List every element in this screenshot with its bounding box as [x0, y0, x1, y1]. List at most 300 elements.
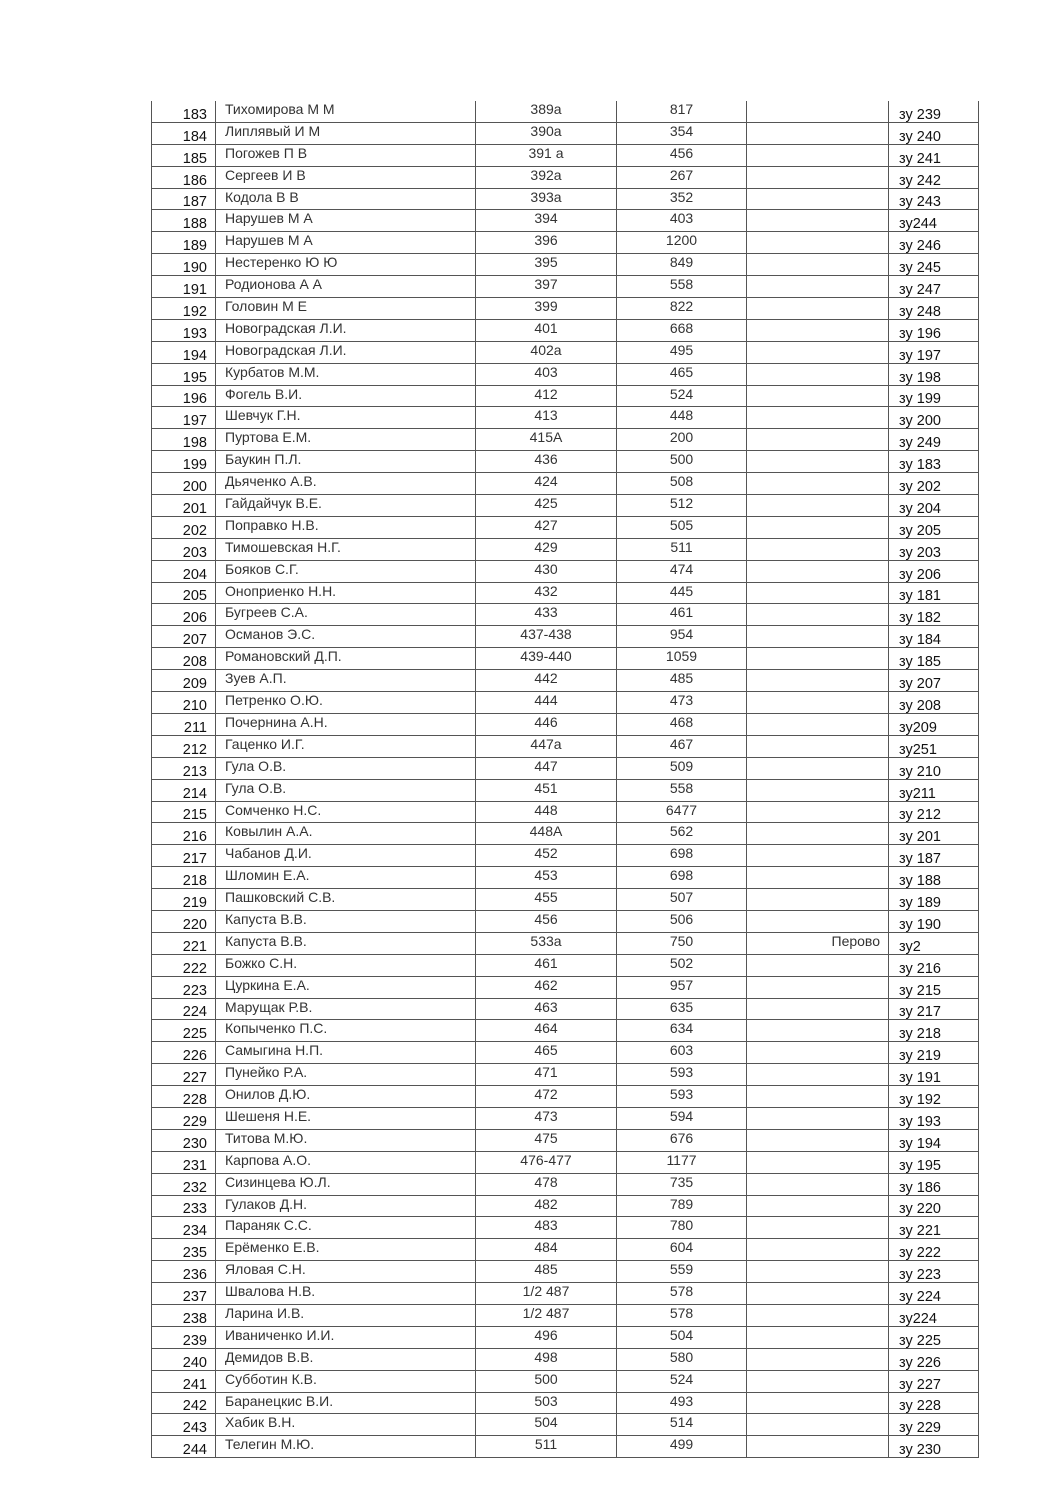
plot-number-cell: 463 [476, 998, 617, 1020]
table-row [152, 910, 979, 932]
location-cell [747, 779, 889, 801]
plot-number-cell: 399 [476, 298, 617, 320]
plot-number-cell: 464 [476, 1020, 617, 1042]
plot-number-cell: 504 [476, 1414, 617, 1436]
table-row [152, 1261, 979, 1283]
table-row [152, 166, 979, 188]
plot-number-cell: 485 [476, 1261, 617, 1283]
location-cell [747, 495, 889, 517]
table-row [152, 845, 979, 867]
land-plot-id-cell: зу 246 [889, 232, 979, 254]
table-row [152, 1173, 979, 1195]
owner-name-cell: Капуста В.В. [216, 910, 476, 932]
owner-name-cell: Сизинцева Ю.Л. [216, 1173, 476, 1195]
owner-name-cell: Марущак Р.В. [216, 998, 476, 1020]
location-cell [747, 1086, 889, 1108]
area-cell: 456 [617, 144, 747, 166]
plot-number-cell: 465 [476, 1042, 617, 1064]
table-row [152, 823, 979, 845]
area-cell: 668 [617, 319, 747, 341]
owner-name-cell: Петренко О.Ю. [216, 692, 476, 714]
table-row [152, 1195, 979, 1217]
location-cell [747, 1239, 889, 1261]
location-cell [747, 538, 889, 560]
table-row [152, 188, 979, 210]
location-cell [747, 188, 889, 210]
owner-name-cell: Демидов В.В. [216, 1348, 476, 1370]
row-number-cell: 227 [152, 1064, 216, 1086]
location-cell [747, 648, 889, 670]
row-number-cell: 209 [152, 670, 216, 692]
area-cell: 506 [617, 910, 747, 932]
location-cell [747, 1195, 889, 1217]
row-number-cell: 214 [152, 779, 216, 801]
plot-number-cell: 412 [476, 385, 617, 407]
table-row [152, 1151, 979, 1173]
location-cell [747, 341, 889, 363]
plot-number-cell: 452 [476, 845, 617, 867]
location-cell [747, 451, 889, 473]
owner-name-cell: Сергеев И В [216, 166, 476, 188]
land-plot-id-cell: зу 230 [889, 1436, 979, 1458]
plot-number-cell: 447а [476, 735, 617, 757]
table-row [152, 1414, 979, 1436]
owner-name-cell: Фогель В.И. [216, 385, 476, 407]
row-number-cell: 189 [152, 232, 216, 254]
land-plot-id-cell: зу2 [889, 932, 979, 954]
table-row [152, 1283, 979, 1305]
owner-name-cell: Сомченко Н.С. [216, 801, 476, 823]
owner-name-cell: Новоградская Л.И. [216, 341, 476, 363]
land-plot-id-cell: зу 186 [889, 1173, 979, 1195]
table-row [152, 757, 979, 779]
plot-number-cell: 451 [476, 779, 617, 801]
plot-number-cell: 462 [476, 976, 617, 998]
location-cell [747, 210, 889, 232]
plot-number-cell: 394 [476, 210, 617, 232]
plot-number-cell: 533а [476, 932, 617, 954]
row-number-cell: 228 [152, 1086, 216, 1108]
owner-name-cell: Чабанов Д.И. [216, 845, 476, 867]
owner-name-cell: Телегин М.Ю. [216, 1436, 476, 1458]
plot-number-cell: 448А [476, 823, 617, 845]
owner-name-cell: Цуркина Е.А. [216, 976, 476, 998]
area-cell: 698 [617, 845, 747, 867]
table-row [152, 1217, 979, 1239]
owner-name-cell: Хабик В.Н. [216, 1414, 476, 1436]
location-cell [747, 385, 889, 407]
row-number-cell: 212 [152, 735, 216, 757]
area-cell: 465 [617, 363, 747, 385]
plot-number-cell: 447 [476, 757, 617, 779]
plot-number-cell: 473 [476, 1107, 617, 1129]
land-plot-id-cell: зу 249 [889, 429, 979, 451]
area-cell: 461 [617, 604, 747, 626]
location-cell [747, 101, 889, 122]
plot-number-cell: 391 а [476, 144, 617, 166]
row-number-cell: 243 [152, 1414, 216, 1436]
land-plot-id-cell: зу 184 [889, 626, 979, 648]
area-cell: 789 [617, 1195, 747, 1217]
area-cell: 352 [617, 188, 747, 210]
area-cell: 603 [617, 1042, 747, 1064]
location-cell [747, 626, 889, 648]
row-number-cell: 196 [152, 385, 216, 407]
location-cell: Перово [747, 932, 889, 954]
land-plot-id-cell: зу 241 [889, 144, 979, 166]
table-row [152, 713, 979, 735]
land-plot-id-cell: зу 192 [889, 1086, 979, 1108]
area-cell: 505 [617, 516, 747, 538]
land-plot-id-cell: зу 182 [889, 604, 979, 626]
location-cell [747, 473, 889, 495]
location-cell [747, 1436, 889, 1458]
plot-number-cell: 427 [476, 516, 617, 538]
land-plot-id-cell: зу209 [889, 713, 979, 735]
location-cell [747, 122, 889, 144]
area-cell: 448 [617, 407, 747, 429]
owner-name-cell: Пунейко Р.А. [216, 1064, 476, 1086]
area-cell: 500 [617, 451, 747, 473]
location-cell [747, 1217, 889, 1239]
owner-name-cell: Ковылин А.А. [216, 823, 476, 845]
land-plot-id-cell: зу 190 [889, 910, 979, 932]
plot-number-cell: 471 [476, 1064, 617, 1086]
row-number-cell: 204 [152, 560, 216, 582]
plot-number-cell: 453 [476, 867, 617, 889]
land-plot-id-cell: зу 221 [889, 1217, 979, 1239]
owner-name-cell: Гула О.В. [216, 779, 476, 801]
land-plot-id-cell: зу 205 [889, 516, 979, 538]
location-cell [747, 976, 889, 998]
land-plot-id-cell: зу 207 [889, 670, 979, 692]
plot-number-cell: 437-438 [476, 626, 617, 648]
row-number-cell: 201 [152, 495, 216, 517]
row-number-cell: 211 [152, 713, 216, 735]
table-row [152, 473, 979, 495]
area-cell: 1200 [617, 232, 747, 254]
land-plot-id-cell: зу 188 [889, 867, 979, 889]
location-cell [747, 1107, 889, 1129]
area-cell: 495 [617, 341, 747, 363]
table-row [152, 276, 979, 298]
area-cell: 467 [617, 735, 747, 757]
owner-name-cell: Нестеренко Ю Ю [216, 254, 476, 276]
location-cell [747, 1064, 889, 1086]
land-plot-id-cell: зу 248 [889, 298, 979, 320]
land-plot-id-cell: зу 200 [889, 407, 979, 429]
land-plot-id-cell: зу 223 [889, 1261, 979, 1283]
area-cell: 580 [617, 1348, 747, 1370]
land-plot-id-cell: зу 226 [889, 1348, 979, 1370]
location-cell [747, 429, 889, 451]
area-cell: 578 [617, 1304, 747, 1326]
area-cell: 634 [617, 1020, 747, 1042]
area-cell: 559 [617, 1261, 747, 1283]
plot-number-cell: 511 [476, 1436, 617, 1458]
land-plot-id-cell: зу 183 [889, 451, 979, 473]
area-cell: 954 [617, 626, 747, 648]
row-number-cell: 186 [152, 166, 216, 188]
area-cell: 445 [617, 582, 747, 604]
owner-name-cell: Почернина А.Н. [216, 713, 476, 735]
land-plot-id-cell: зу 224 [889, 1283, 979, 1305]
area-cell: 822 [617, 298, 747, 320]
location-cell [747, 757, 889, 779]
row-number-cell: 210 [152, 692, 216, 714]
row-number-cell: 218 [152, 867, 216, 889]
row-number-cell: 188 [152, 210, 216, 232]
row-number-cell: 194 [152, 341, 216, 363]
plot-number-cell: 500 [476, 1370, 617, 1392]
plot-number-cell: 415А [476, 429, 617, 451]
owner-name-cell: Гайдайчук В.Е. [216, 495, 476, 517]
table-row [152, 298, 979, 320]
land-plot-id-cell: зу 229 [889, 1414, 979, 1436]
owner-name-cell: Романовский Д.П. [216, 648, 476, 670]
land-plot-id-cell: зу 225 [889, 1326, 979, 1348]
row-number-cell: 195 [152, 363, 216, 385]
land-plot-id-cell: зу 216 [889, 954, 979, 976]
land-plot-id-cell: зу 198 [889, 363, 979, 385]
table-row [152, 954, 979, 976]
area-cell: 849 [617, 254, 747, 276]
table-body [152, 101, 979, 1458]
owner-name-cell: Иваниченко И.И. [216, 1326, 476, 1348]
owner-name-cell: Родионова А А [216, 276, 476, 298]
area-cell: 698 [617, 867, 747, 889]
owner-name-cell: Оноприенко Н.Н. [216, 582, 476, 604]
row-number-cell: 238 [152, 1304, 216, 1326]
land-plot-id-cell: зу224 [889, 1304, 979, 1326]
land-plot-id-cell: зу 242 [889, 166, 979, 188]
row-number-cell: 216 [152, 823, 216, 845]
owner-name-cell: Липлявый И М [216, 122, 476, 144]
row-number-cell: 183 [152, 101, 216, 122]
table-row [152, 626, 979, 648]
area-cell: 558 [617, 276, 747, 298]
table-row [152, 1239, 979, 1261]
plot-number-cell: 436 [476, 451, 617, 473]
area-cell: 504 [617, 1326, 747, 1348]
location-cell [747, 1042, 889, 1064]
row-number-cell: 203 [152, 538, 216, 560]
land-plot-id-cell: зу244 [889, 210, 979, 232]
plot-number-cell: 432 [476, 582, 617, 604]
row-number-cell: 234 [152, 1217, 216, 1239]
row-number-cell: 221 [152, 932, 216, 954]
land-plot-id-cell: зу 227 [889, 1370, 979, 1392]
area-cell: 354 [617, 122, 747, 144]
plot-number-cell: 461 [476, 954, 617, 976]
area-cell: 593 [617, 1086, 747, 1108]
location-cell [747, 516, 889, 538]
area-cell: 1177 [617, 1151, 747, 1173]
row-number-cell: 233 [152, 1195, 216, 1217]
land-plot-id-cell: зу 181 [889, 582, 979, 604]
plot-number-cell: 424 [476, 473, 617, 495]
location-cell [747, 1392, 889, 1414]
plot-number-cell: 446 [476, 713, 617, 735]
land-plot-id-cell: зу 222 [889, 1239, 979, 1261]
row-number-cell: 207 [152, 626, 216, 648]
table-row [152, 1107, 979, 1129]
row-number-cell: 236 [152, 1261, 216, 1283]
table-row [152, 254, 979, 276]
area-cell: 750 [617, 932, 747, 954]
area-cell: 485 [617, 670, 747, 692]
owner-name-cell: Гула О.В. [216, 757, 476, 779]
land-plot-id-cell: зу 201 [889, 823, 979, 845]
land-plot-id-cell: зу 194 [889, 1129, 979, 1151]
plot-number-cell: 1/2 487 [476, 1283, 617, 1305]
land-plot-id-cell: зу 206 [889, 560, 979, 582]
owner-name-cell: Ерёменко Е.В. [216, 1239, 476, 1261]
plot-number-cell: 476-477 [476, 1151, 617, 1173]
location-cell [747, 604, 889, 626]
table-row [152, 1020, 979, 1042]
table-row [152, 1064, 979, 1086]
land-plot-id-cell: зу 185 [889, 648, 979, 670]
location-cell [747, 1151, 889, 1173]
land-plot-id-cell: зу 218 [889, 1020, 979, 1042]
row-number-cell: 191 [152, 276, 216, 298]
row-number-cell: 213 [152, 757, 216, 779]
plot-owners-table [151, 101, 979, 1458]
plot-number-cell: 439-440 [476, 648, 617, 670]
location-cell [747, 298, 889, 320]
row-number-cell: 225 [152, 1020, 216, 1042]
owner-name-cell: Швалова Н.В. [216, 1283, 476, 1305]
table-row [152, 692, 979, 714]
location-cell [747, 954, 889, 976]
location-cell [747, 1414, 889, 1436]
row-number-cell: 226 [152, 1042, 216, 1064]
plot-number-cell: 433 [476, 604, 617, 626]
area-cell: 1059 [617, 648, 747, 670]
plot-number-cell: 484 [476, 1239, 617, 1261]
row-number-cell: 205 [152, 582, 216, 604]
table-row [152, 429, 979, 451]
table-row [152, 363, 979, 385]
land-plot-id-cell: зу 204 [889, 495, 979, 517]
location-cell [747, 845, 889, 867]
row-number-cell: 240 [152, 1348, 216, 1370]
area-cell: 817 [617, 101, 747, 122]
table-row [152, 801, 979, 823]
area-cell: 403 [617, 210, 747, 232]
owner-name-cell: Зуев А.П. [216, 670, 476, 692]
area-cell: 593 [617, 1064, 747, 1086]
row-number-cell: 190 [152, 254, 216, 276]
land-plot-id-cell: зу 197 [889, 341, 979, 363]
land-plot-id-cell: зу 193 [889, 1107, 979, 1129]
row-number-cell: 224 [152, 998, 216, 1020]
land-plot-id-cell: зу 215 [889, 976, 979, 998]
plot-number-cell: 389а [476, 101, 617, 122]
location-cell [747, 232, 889, 254]
row-number-cell: 219 [152, 889, 216, 911]
area-cell: 493 [617, 1392, 747, 1414]
owner-name-cell: Тимошевская Н.Г. [216, 538, 476, 560]
owner-name-cell: Яловая С.Н. [216, 1261, 476, 1283]
location-cell [747, 692, 889, 714]
location-cell [747, 801, 889, 823]
owner-name-cell: Погожев П В [216, 144, 476, 166]
location-cell [747, 144, 889, 166]
area-cell: 509 [617, 757, 747, 779]
land-plot-id-cell: зу 228 [889, 1392, 979, 1414]
owner-name-cell: Османов Э.С. [216, 626, 476, 648]
location-cell [747, 713, 889, 735]
row-number-cell: 198 [152, 429, 216, 451]
row-number-cell: 184 [152, 122, 216, 144]
land-plot-id-cell: зу 240 [889, 122, 979, 144]
table-row [152, 976, 979, 998]
owner-name-cell: Онилов Д.Ю. [216, 1086, 476, 1108]
location-cell [747, 735, 889, 757]
table-row [152, 735, 979, 757]
location-cell [747, 1326, 889, 1348]
land-plot-id-cell: зу 212 [889, 801, 979, 823]
owner-name-cell: Новоградская Л.И. [216, 319, 476, 341]
owner-name-cell: Поправко Н.В. [216, 516, 476, 538]
table-row [152, 341, 979, 363]
location-cell [747, 1348, 889, 1370]
location-cell [747, 910, 889, 932]
area-cell: 524 [617, 385, 747, 407]
table-row [152, 144, 979, 166]
owner-name-cell: Пуртова Е.М. [216, 429, 476, 451]
area-cell: 780 [617, 1217, 747, 1239]
area-cell: 502 [617, 954, 747, 976]
plot-number-cell: 390а [476, 122, 617, 144]
owner-name-cell: Пашковский С.В. [216, 889, 476, 911]
land-plot-id-cell: зу 245 [889, 254, 979, 276]
owner-name-cell: Головин М Е [216, 298, 476, 320]
plot-number-cell: 496 [476, 1326, 617, 1348]
owner-name-cell: Шломин Е.А. [216, 867, 476, 889]
plot-number-cell: 396 [476, 232, 617, 254]
table-row [152, 122, 979, 144]
row-number-cell: 223 [152, 976, 216, 998]
land-plot-id-cell: зу 196 [889, 319, 979, 341]
owner-name-cell: Бояков С.Г. [216, 560, 476, 582]
row-number-cell: 232 [152, 1173, 216, 1195]
table-row [152, 1086, 979, 1108]
land-plot-id-cell: зу 208 [889, 692, 979, 714]
area-cell: 514 [617, 1414, 747, 1436]
location-cell [747, 363, 889, 385]
row-number-cell: 185 [152, 144, 216, 166]
row-number-cell: 242 [152, 1392, 216, 1414]
owner-name-cell: Субботин К.В. [216, 1370, 476, 1392]
row-number-cell: 244 [152, 1436, 216, 1458]
table-row [152, 1348, 979, 1370]
area-cell: 558 [617, 779, 747, 801]
area-cell: 594 [617, 1107, 747, 1129]
plot-number-cell: 403 [476, 363, 617, 385]
area-cell: 508 [617, 473, 747, 495]
owner-name-cell: Гулаков Д.Н. [216, 1195, 476, 1217]
plot-number-cell: 395 [476, 254, 617, 276]
location-cell [747, 407, 889, 429]
location-cell [747, 319, 889, 341]
table-row [152, 1304, 979, 1326]
area-cell: 676 [617, 1129, 747, 1151]
plot-number-cell: 482 [476, 1195, 617, 1217]
table-row [152, 407, 979, 429]
